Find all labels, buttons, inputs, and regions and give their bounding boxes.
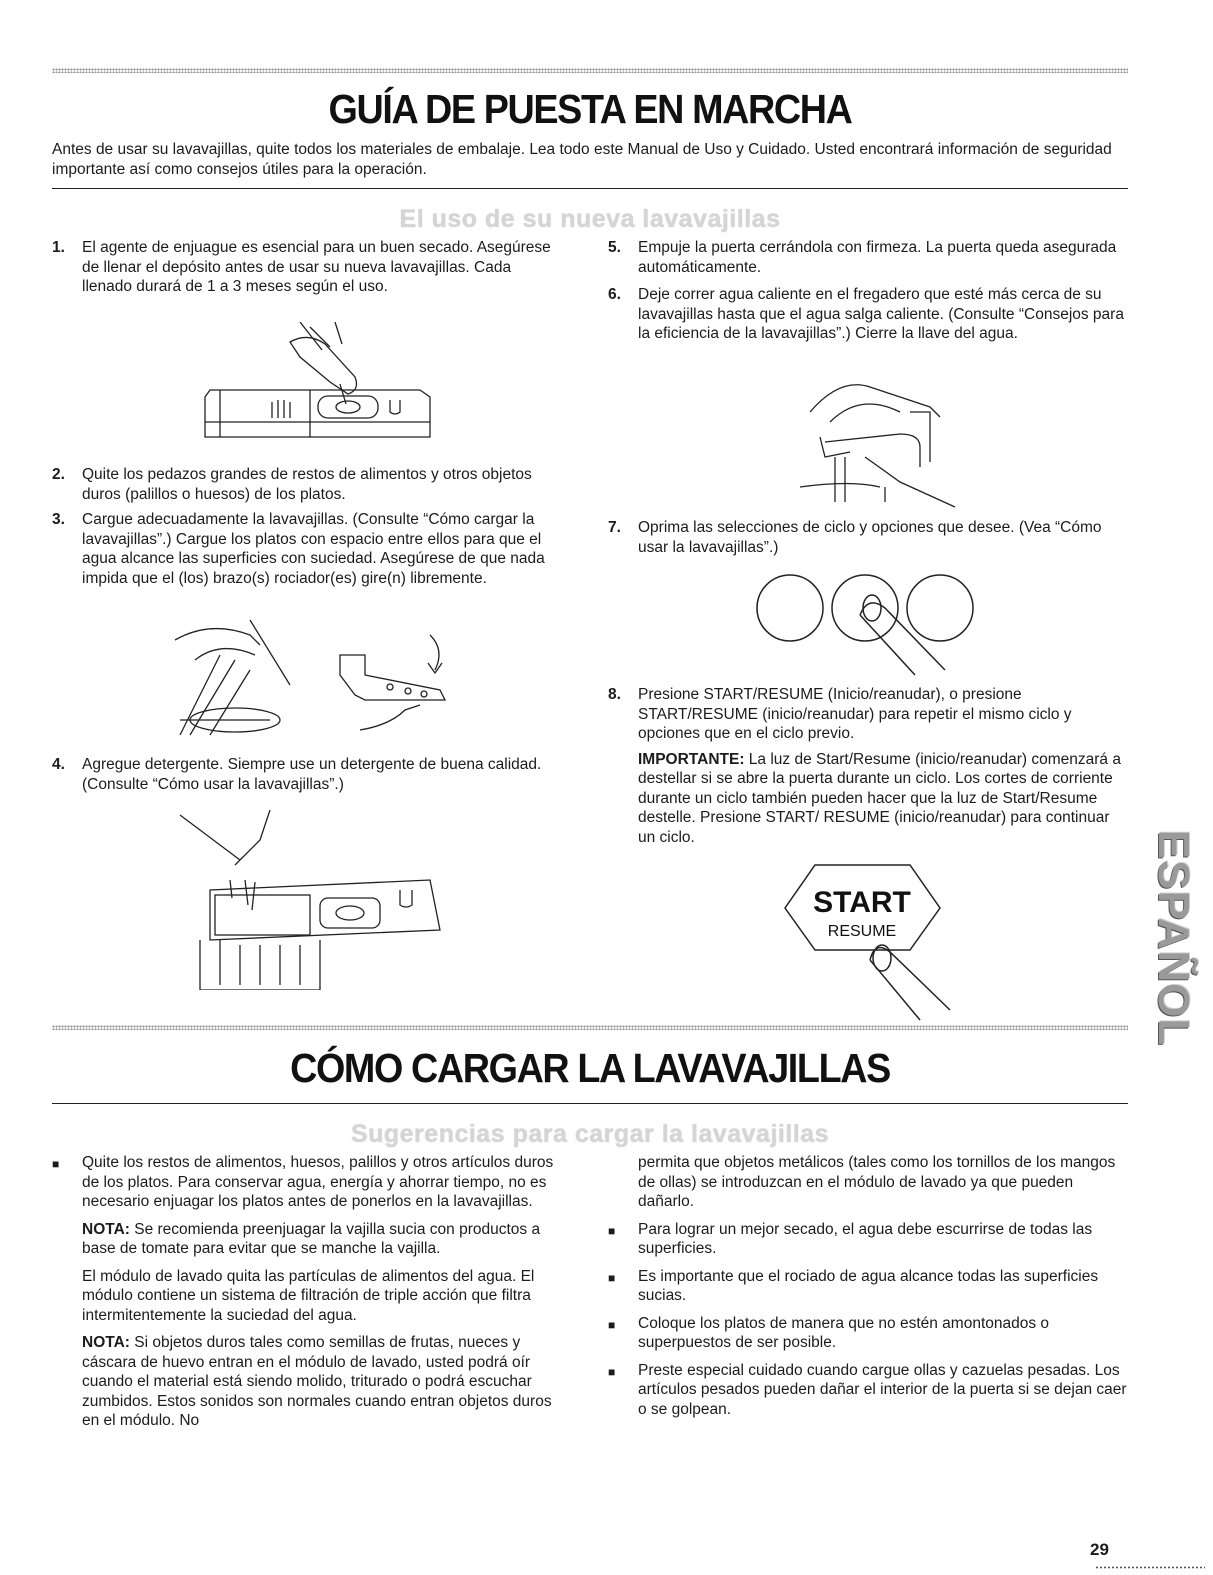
bullet-square-icon: ■ — [608, 1364, 616, 1379]
loading-tips-left — [52, 1153, 572, 1431]
tip-text: Preste especial cuidado cuando cargue ollas y cazuelas pesadas. Los artículos pesados pueden dañar el interior de la puerta si se dejan caer o se golpean. — [638, 1361, 1127, 1418]
tip-text: Para lograr un mejor secado, el agua debe escurrirse de todas las superficies. — [638, 1220, 1093, 1257]
nota-label: NOTA: — [82, 1220, 130, 1238]
step-number: 7. — [608, 519, 621, 536]
step-text: Empuje la puerta cerrándola con firmeza. La puerta queda asegurada automáticamente. — [638, 239, 1117, 276]
step-3 — [52, 510, 562, 588]
start-label: START — [813, 886, 911, 919]
step-4 — [52, 755, 562, 794]
start-resume-button-illustration — [770, 860, 970, 1030]
tip-bullet-3 — [608, 1267, 1128, 1306]
step-1 — [52, 238, 562, 297]
step-text: Quite los pedazos grandes de restos de alimentos y otros objetos duros (palillos o huesos) de los platos. — [82, 466, 532, 503]
nota-2 — [52, 1333, 572, 1431]
section-rule — [52, 188, 1128, 189]
intro-paragraph: Antes de usar su lavavajillas, quite todos los materiales de embalaje. Lea todo este Manual de Uso y Cuidado. Usted encontrará información de seguridad importante así como consejos útiles para la operación. — [52, 141, 1112, 178]
step-number: 8. — [608, 686, 621, 703]
tip-bullet-1 — [52, 1153, 572, 1212]
tip-text: Quite los restos de alimentos, huesos, palillos y otros artículos duros de los platos. Para conservar agua, energía y ahorrar tiempo, no es necesario enjuagar los platos antes de ponerlos en la lavavajillas. — [82, 1154, 554, 1210]
subtitle-loading-tips: Sugerencias para cargar la lavavajillas — [350, 1120, 830, 1148]
detergent-dispenser-illustration — [170, 810, 450, 990]
step-text: El agente de enjuague es esencial para un buen secado. Asegúrese de llenar el depósito antes de usar su nueva lavavajillas. Cada llenado durará de 1 a 3 meses según el uso. — [82, 239, 551, 295]
step-8 — [608, 685, 1128, 847]
top-dotted-rule — [52, 68, 1128, 73]
important-label: IMPORTANTE: — [638, 750, 745, 768]
subtitle-use: El uso de su nueva lavavajillas — [399, 205, 781, 233]
step-number: 1. — [52, 239, 65, 256]
language-label: ESPAÑOL — [1149, 829, 1198, 1046]
middle-dotted-rule — [52, 1025, 1128, 1030]
step-number: 6. — [608, 286, 621, 303]
step-number: 3. — [52, 511, 65, 528]
wash-module-paragraph: El módulo de lavado quita las partículas de alimentos del agua. El módulo contiene un sistema de filtración de triple acción que filtra intermitentemente la suciedad del agua. — [82, 1267, 535, 1324]
loading-tips-right — [608, 1153, 1128, 1419]
section-rule-2 — [52, 1103, 1128, 1104]
section-title-loading: CÓMO CARGAR LA LAVAVAJILLAS — [290, 1045, 890, 1091]
tip-bullet-4 — [608, 1314, 1128, 1353]
tip-text: Es importante que el rociado de agua alcance todas las superficies sucias. — [638, 1267, 1099, 1304]
tip-text: Coloque los platos de manera que no estén amontonados o superpuestos de ser posible. — [638, 1314, 1050, 1351]
nota-2-continuation: permita que objetos metálicos (tales como los tornillos de los mangos de ollas) se introduzcan en el módulo de lavado ya que pueden dañarlo. — [638, 1154, 1116, 1210]
nota-1 — [52, 1220, 572, 1259]
bullet-square-icon: ■ — [52, 1157, 60, 1171]
cycle-buttons-illustration — [750, 570, 990, 680]
resume-label: RESUME — [827, 923, 897, 940]
steps-5-6 — [608, 238, 1128, 344]
step-text: Agregue detergente. Siempre use un detergente de buena calidad. (Consulte “Cómo usar la lavavajillas”.) — [82, 756, 542, 793]
bullet-square-icon: ■ — [608, 1270, 616, 1285]
nota-text: Se recomienda preenjuagar la vajilla sucia con productos a base de tomate para evitar que se manche la vajilla. — [82, 1220, 541, 1257]
bottom-dotted-mark — [1095, 1566, 1205, 1569]
page-number: 29 — [1090, 1540, 1109, 1559]
important-note — [608, 750, 1128, 848]
step-6 — [608, 285, 1128, 344]
step-text: Presione START/RESUME (Inicio/reanudar), o presione START/RESUME (inicio/reanudar) para repetir el mismo ciclo y opciones que en el ciclo previo. — [638, 686, 1072, 742]
step-text: Oprima las selecciones de ciclo y opciones que desee. (Vea “Cómo usar la lavavajillas”.) — [638, 519, 1102, 556]
step-5 — [608, 238, 1128, 277]
faucet-illustration — [790, 372, 960, 517]
section-title-startup: GUÍA DE PUESTA EN MARCHA — [328, 86, 852, 132]
step-number: 2. — [52, 466, 65, 483]
bullet-square-icon: ■ — [608, 1223, 616, 1238]
step-text: Deje correr agua caliente en el fregadero que esté más cerca de su lavavajillas hasta que el agua salga caliente. (Consulte “Consejos para la eficiencia de la lavavajillas”.) Cierre la llave del agua. — [638, 286, 1124, 342]
steps-2-3 — [52, 465, 562, 588]
step-2 — [52, 465, 562, 504]
step-text: Cargue adecuadamente la lavavajillas. (Consulte “Cómo cargar la lavavajillas”.) Cargue los platos con espacio entre ellos para que el agua alcance las superficies con suciedad. Asegúrese de que nada impida que el (los) brazo(s) rociador(es) gire(n) libremente. — [82, 511, 545, 587]
tip-bullet-5 — [608, 1361, 1128, 1420]
nota-label: NOTA: — [82, 1334, 130, 1351]
tip-bullet-2 — [608, 1220, 1128, 1259]
important-text: La luz de Start/Resume (inicio/reanudar) comenzará a destellar si se abre la puerta durante un ciclo. Los cortes de corriente durante un ciclo también pueden hacer que la luz de Start/Resume destelle. Presione START/ RESUME (inicio/reanudar) para continuar un ciclo. — [638, 750, 1121, 846]
step-number: 4. — [52, 756, 65, 773]
nota-text: Si objetos duros tales como semillas de frutas, nueces y cáscara de huevo entran en el módulo de lavado, usted podrá oír cuando el material está siendo molido, triturado o podrá escuchar zumbidos. Estos sonidos son normales cuando entran objetos duros en el módulo. No — [82, 1334, 552, 1429]
step-7 — [608, 518, 1128, 557]
rinse-aid-dispenser-illustration — [190, 322, 450, 452]
bullet-square-icon: ■ — [608, 1317, 616, 1332]
load-dishes-spray-arm-illustration — [160, 615, 460, 745]
language-side-tab — [1145, 815, 1201, 1060]
step-number: 5. — [608, 239, 621, 256]
